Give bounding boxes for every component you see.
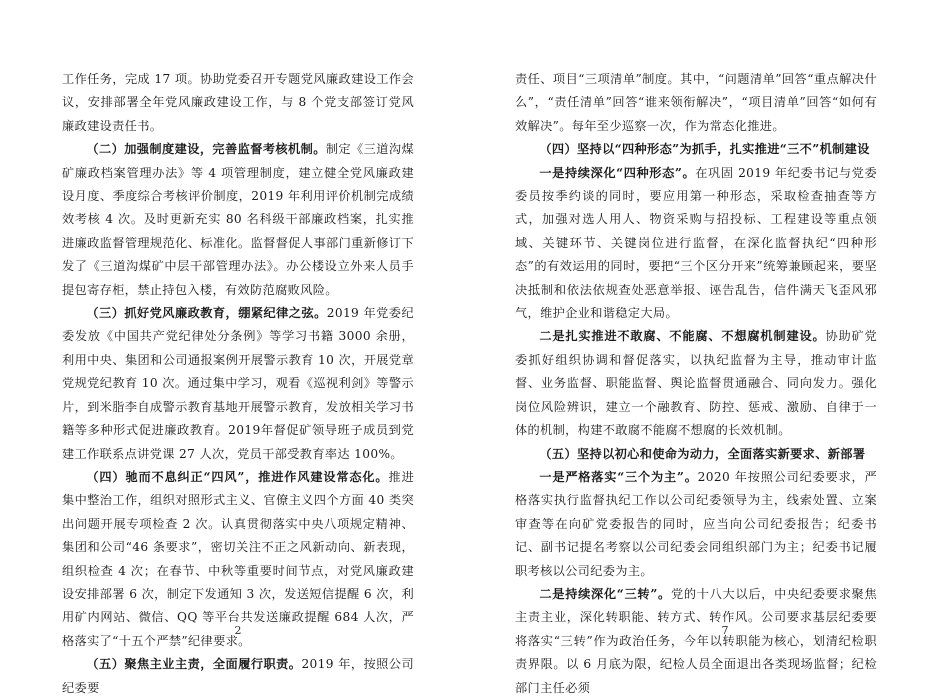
paragraph-heading: （四）坚持以“四种形态”为抓手，扎实推进“三不”机制建设 (539, 142, 870, 157)
paragraph (515, 68, 877, 138)
paragraph-text: 2020 年按照公司纪委要求，严格落实执行监督执纪工作以公司纪委领导为主，线索处置、立案审查等在向矿党委报告的同时，应当向公司纪委报告；纪委书记、副书记提名考察以公司纪委会同组织部门为主；纪委书记履职考核以公司纪委为主。 (515, 469, 877, 578)
right-page (475, 0, 950, 695)
paragraph-heading: （二）加强制度建设，完善监督考核机制。 (86, 142, 326, 157)
paragraph (515, 138, 877, 161)
left-page-body (62, 68, 414, 700)
paragraph (515, 162, 877, 326)
page-number: 2 (234, 624, 242, 637)
paragraph-text: 在巩固 2019 年纪委书记与党委委员按季约谈的同时，要应用第一种形态，采取检查抽查等方式，加强对选人用人、物资采购与招投标、工程建设等重点领域、关键环节、关键岗位进行监督，在深化监督执纪“四种形态”的有效运用的同时，要把“三个区分开来”统筹兼顾起来，要坚决抵制和依法依规查处恶意举报、诬告乱告，信件满天飞歪风邪气，维护企业和谐稳定大局。 (515, 165, 877, 321)
paragraph-heading: 一是严格落实“三个为主”。 (539, 469, 698, 484)
left-page (0, 0, 475, 695)
paragraph-heading: （四）驰而不息纠正“四风”，推进作风建设常态化。 (86, 469, 389, 484)
paragraph (515, 466, 877, 583)
paragraph (62, 302, 414, 466)
right-page-body (515, 68, 877, 700)
paragraph-heading: 一是持续深化“四种形态”。 (539, 165, 696, 180)
paragraph-text: 工作任务，完成 17 项。协助党委召开专题党风廉政建设工作会议，安排部署全年党风廉政建设工作，与 8 个党支部签订党风廉政建设责任书。 (62, 72, 414, 133)
page-number: 7 (721, 624, 729, 637)
paragraph (62, 138, 414, 302)
paragraph (515, 443, 877, 466)
paragraph-heading: 二是扎实推进不敢腐、不能腐、不想腐机制建设。 (539, 329, 826, 344)
paragraph (515, 325, 877, 442)
paragraph-heading: （五）坚持以初心和使命为动力，全面落实新要求、新部署 (539, 446, 866, 461)
paragraph-heading: （五）聚焦主业主责，全面履行职责。 (86, 657, 302, 672)
paragraph (515, 583, 877, 700)
paragraph-heading: （三）抓好党风廉政教育，绷紧纪律之弦。 (86, 306, 327, 321)
paragraph-heading: 二是持续深化“三转”。 (539, 586, 671, 601)
paragraph-text: 制定《三道沟煤矿廉政档案管理办法》等 4 项管理制度，建立健全党风廉政建设月度、季度综合考核评价制度，2019 年利用评价机制完成绩效考核 4 次。及时更新充实 80 名科级干部廉政档案，扎实推进廉政监督管理规范化、标准化。监督督促人事部门重新修订下发了《三道沟煤矿中层干部管理办法》。办公楼设立外来人员手提包寄存柜，禁止持包入楼，有效防范腐败风险。 (62, 142, 414, 297)
paragraph-text: 责任、项目“三项清单”制度。其中，“问题清单”回答“重点解决什么”，“责任清单”回答“谁来领衔解决”，“项目清单”回答“如何有效解决”。每年至少巡察一次，作为常态化推进。 (515, 72, 877, 133)
paragraph (62, 653, 414, 700)
paragraph (62, 68, 414, 138)
paragraph-text: 推进集中整治工作，组织对照形式主义、官僚主义四个方面 40 类突出问题开展专项检查 2 次。认真贯彻落实中央八项规定精神、集团和公司“46 条要求”，密切关注不正之风新动向、新表现，组织检查 4 次；在春节、中秋等重要时间节点，对党风廉政建设安排部署 6 次，制定下发通知 3 次，发送短信提醒 6 次，利用矿内网站、微信、QQ 等平台共发送廉政提醒 684 人次，严格落实了“十五个严禁”纪律要求。 (62, 469, 415, 648)
paragraph-text: 2019 年党委纪委发放《中国共产党纪律处分条例》等学习书籍 3000 余册，利用中央、集团和公司通报案例开展警示教育 10 次，开展党章党规党纪教育 10 次。通过集中学习，观看《巡视利剑》等警示片，到米脂李自成警示教育基地开展警示教育，发放相关学习书籍等多种形式促进廉政教育。2019年督促矿领导班子成员到党建工作联系点讲党课 27 人次，党员干部受教育率达 100%。 (62, 306, 414, 461)
paragraph-text: 2019 年，按照公司纪委要 (62, 657, 414, 695)
paragraph-text: 党的十八大以后，中央纪委要求聚焦主责主业，深化转职能、转方式、转作风。公司要求基层纪委要将落实“三转”作为政治任务，今年以转职能为核心，划清纪检职责界限。以 6 月底为限，纪检人员全面退出各类现场监督；纪检部门主任必须 (515, 586, 877, 695)
paragraph-text: 协助矿党委抓好组织协调和督促落实，以执纪监督为主导，推动审计监督、业务监督、职能监督、舆论监督贯通融合、同向发力。强化岗位风险辨识，建立一个融教育、防控、惩戒、激励、自律于一体的机制，构建不敢腐不能腐不想腐的长效机制。 (515, 329, 877, 438)
